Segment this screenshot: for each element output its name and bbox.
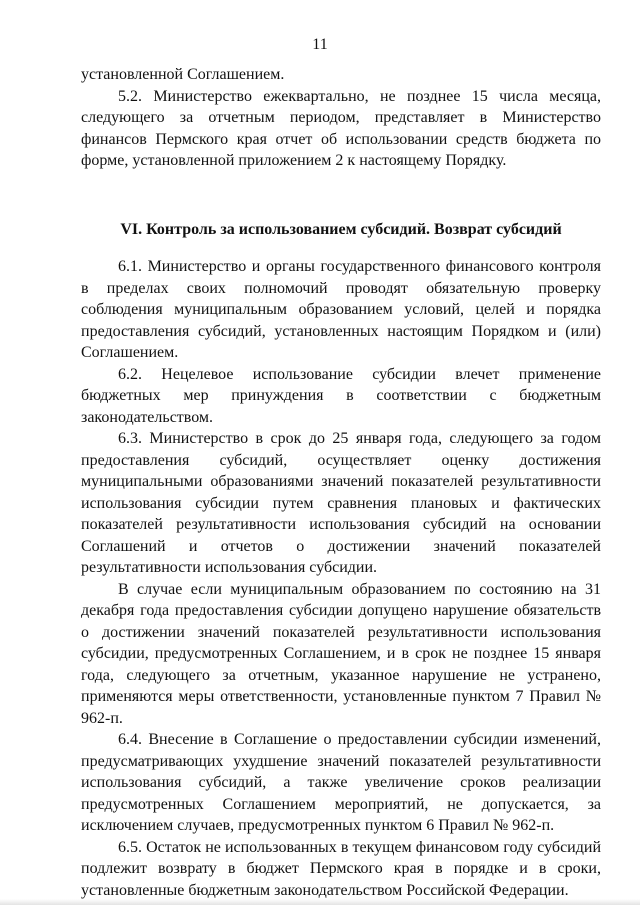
paragraph-6-3-violation: В случае если муниципальным образованием по состоянию на 31 декабря года предоставления субсидии допущено нарушение обязательств о достижении значений показателей результативности использования субсидии, предусмотренных Соглашением, и в срок не позднее 15 января года, следующего за отчетным, указанное нарушение не устранено, применяются меры ответственности, установленные пунктом 7 Правил № 962-п. [81, 580, 601, 727]
paragraph-5-2: 5.2. Министерство ежеквартально, не позднее 15 числа месяца, следующего за отчетным периодом, представляет в Министерство финансов Пермского края отчет об использовании средств бюджета по форме, установленной приложением 2 к настоящему Порядку. [81, 87, 601, 169]
paragraph-6-3: 6.3. Министерство в срок до 25 января года, следующего за годом предоставления субсидий, осуществляет оценку достижения муниципальными образованиями значений показателей результативности использования субсидии путем сравнения плановых и фактических показателей результативности использования субсидий на основании Соглашений и отчетов о достижении значений показателей результативности использования субсидии. [81, 430, 601, 576]
paragraph-6-5: 6.5. Остаток не использованных в текущем финансовом году субсидий подлежит возврату в бюджет Пермского края в порядке и в сроки, установленные бюджетным законодательством Российской Федерации. [81, 838, 601, 899]
scan-bottom-edge [0, 899, 640, 905]
paragraph-6-2: 6.2. Нецелевое использование субсидии влечет применение бюджетных мер принуждения в соответствии с бюджетным законодательством. [81, 365, 601, 426]
paragraph-continuation: установленной Соглашением. [81, 66, 285, 83]
document-body [81, 64, 601, 901]
paragraph-6-4: 6.4. Внесение в Соглашение о предоставлении субсидии изменений, предусматривающих ухудшение значений показателей результативности использования субсидий, а также увеличение сроков реализации предусмотренных Соглашением мероприятий, не допускается, за исключением случаев, предусмотренных пунктом 6 Правил № 962-п. [81, 731, 601, 834]
paragraph-6-1: 6.1. Министерство и органы государственного финансового контроля в пределах своих полномочий проводят обязательную проверку соблюдения муниципальным образованием условий, целей и порядка предоставления субсидий, установленных настоящим Порядком и (или) Соглашением. [81, 258, 601, 361]
section-heading: VI. Контроль за использованием субсидий. Возврат субсидий [120, 220, 562, 238]
page-number: 11 [312, 36, 328, 53]
